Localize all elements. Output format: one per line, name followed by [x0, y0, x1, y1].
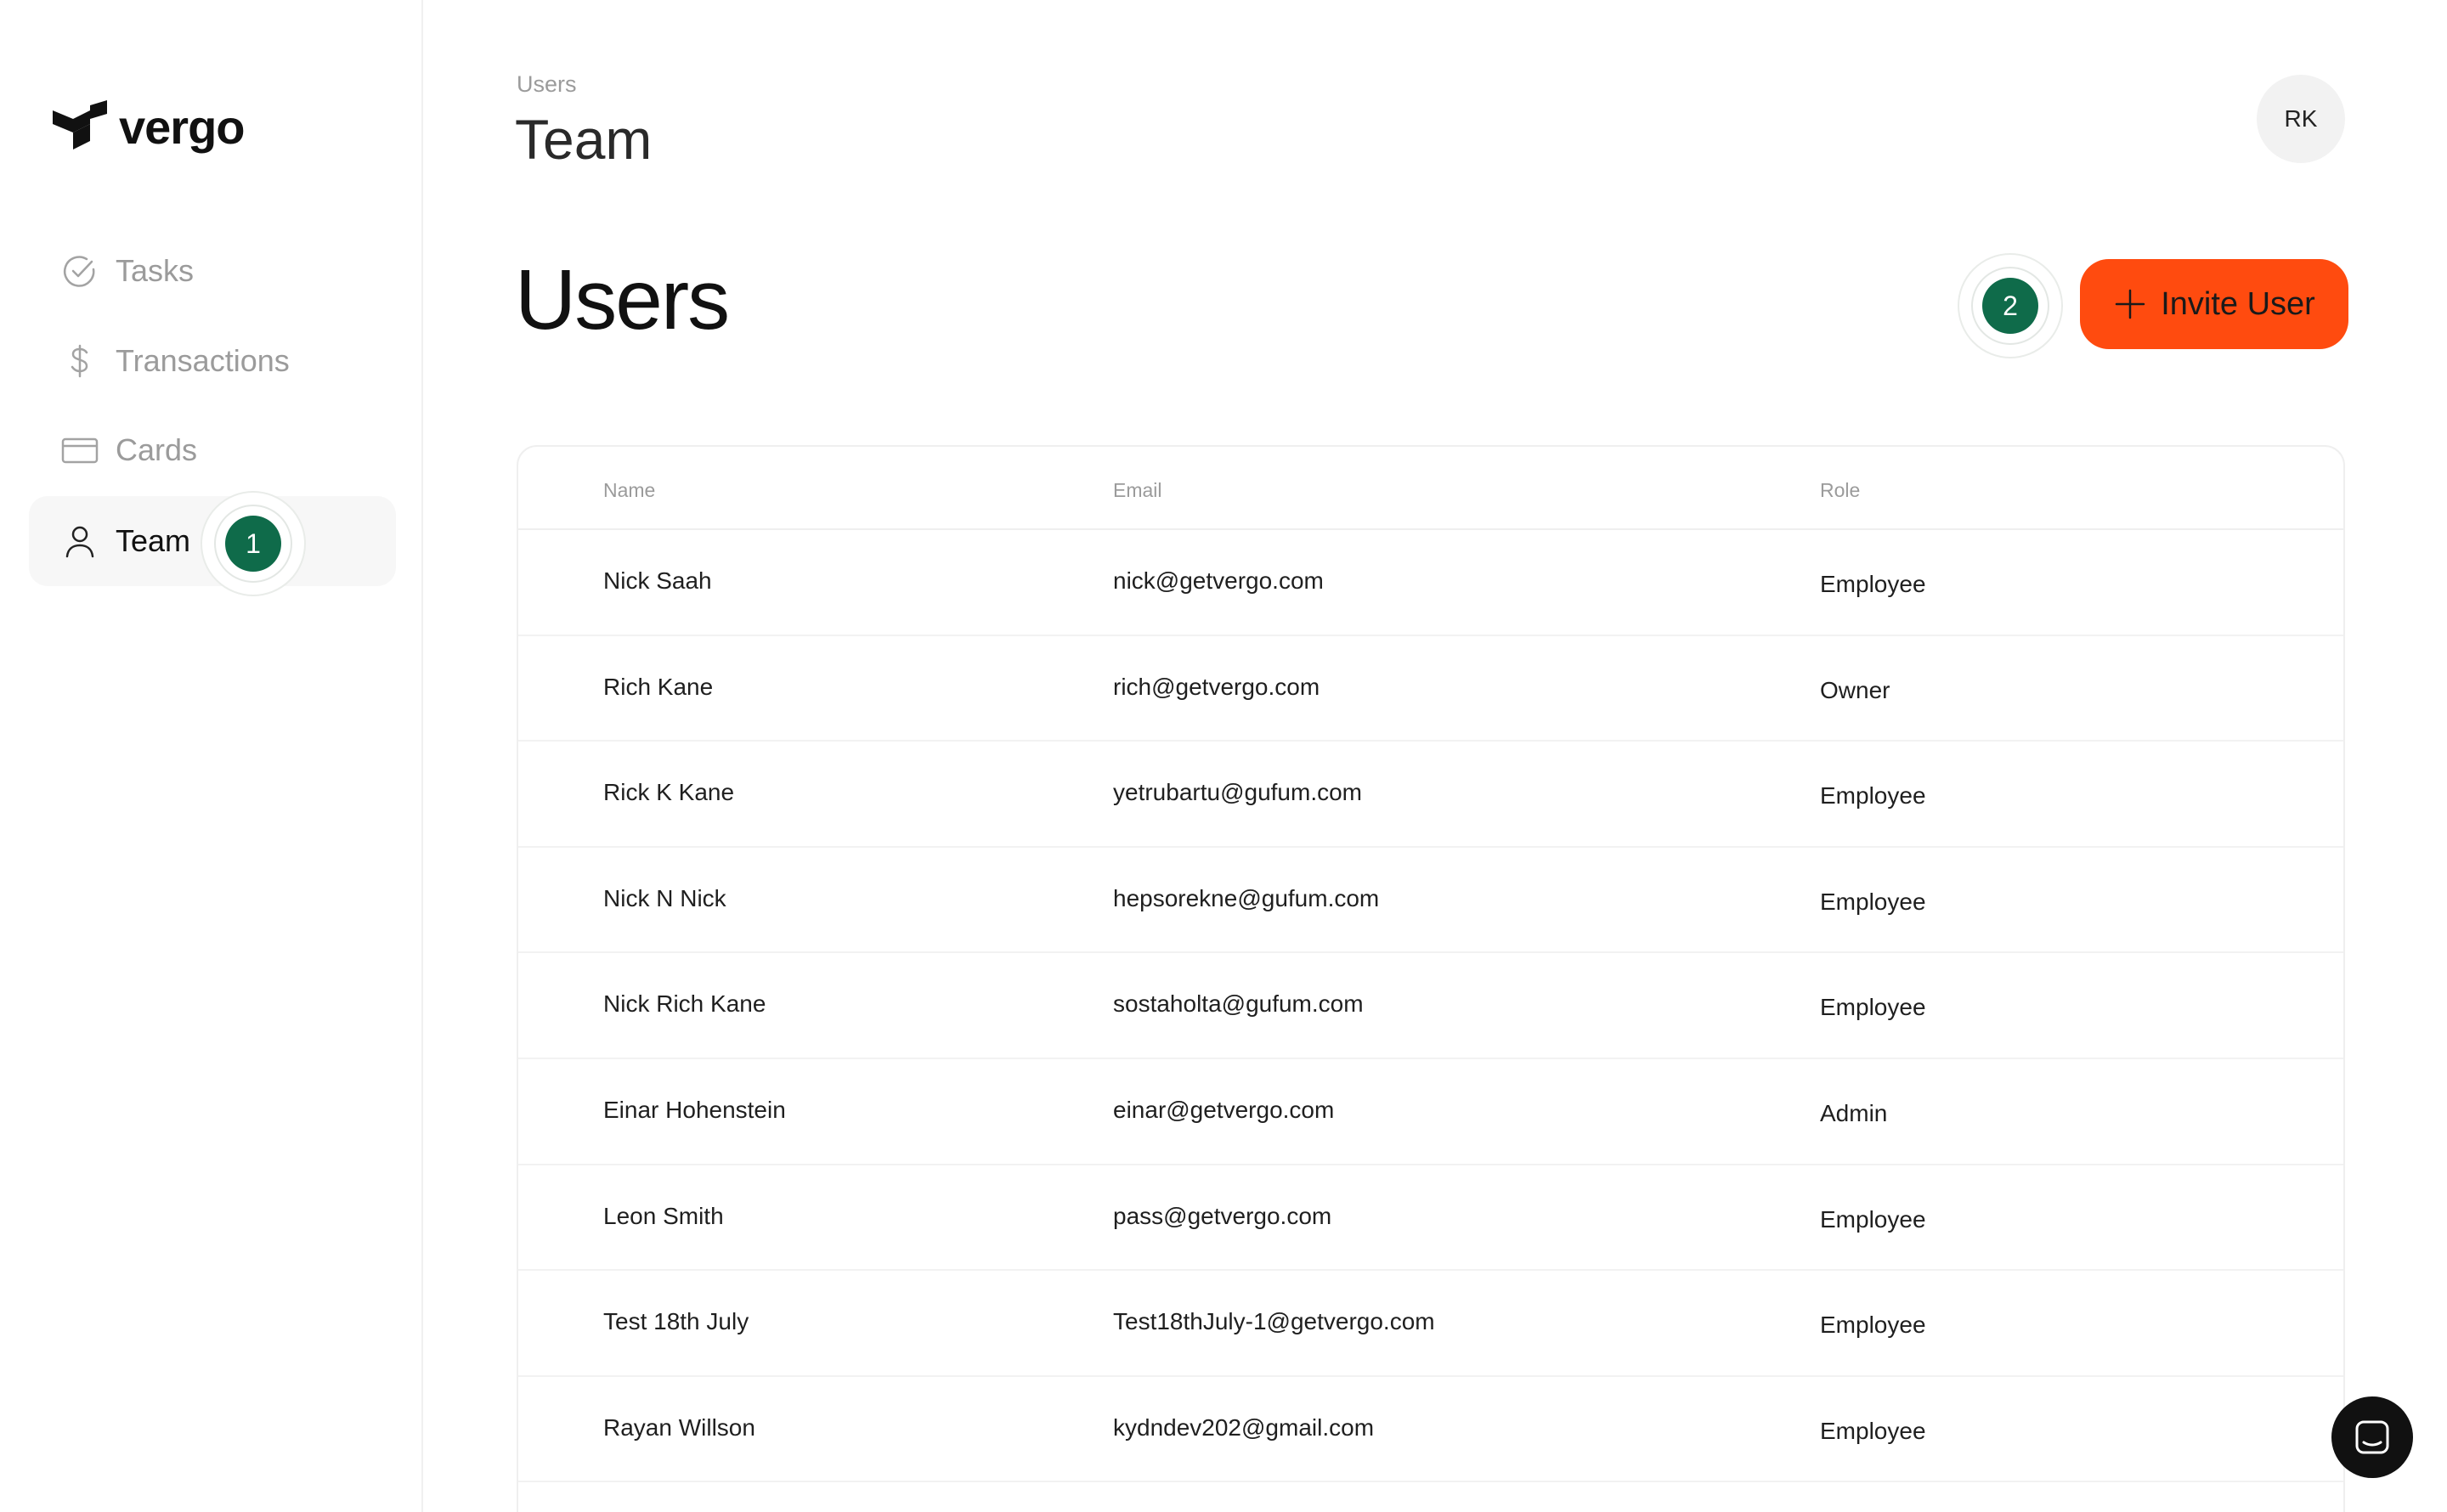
page-title: Team — [515, 108, 653, 171]
table-row[interactable] — [518, 1165, 2343, 1272]
sidebar-item-label: Cards — [116, 432, 198, 467]
dollar-icon — [61, 342, 99, 380]
brand-name: vergo — [119, 99, 245, 154]
user-name: Rich Kane — [603, 673, 714, 700]
table-row[interactable] — [518, 742, 2343, 848]
sidebar-item-tasks[interactable] — [29, 226, 396, 316]
user-email: rich@getvergo.com — [1113, 673, 1320, 700]
user-role: Employee — [1820, 1205, 1926, 1233]
table-header — [518, 447, 2343, 530]
user-name: Test 18th July — [603, 1308, 749, 1335]
step-badge-ring — [214, 505, 292, 583]
invite-user-button[interactable] — [2080, 259, 2348, 349]
user-email: hepsorekne@gufum.com — [1113, 884, 1380, 911]
user-name: Leon Smith — [603, 1202, 724, 1229]
user-role: Employee — [1820, 994, 1926, 1021]
sidebar — [0, 0, 423, 1512]
user-role: Admin — [1820, 1099, 1888, 1126]
users-table — [517, 445, 2345, 1512]
user-role: Employee — [1820, 888, 1926, 915]
user-icon — [61, 522, 99, 560]
card-icon — [61, 432, 99, 469]
brand-logo[interactable] — [53, 99, 245, 155]
step-badge — [1958, 253, 2063, 358]
user-email: sostaholta@gufum.com — [1113, 990, 1364, 1018]
step-badge — [201, 491, 306, 596]
user-name: Nick Saah — [603, 567, 712, 594]
user-name: Rayan Willson — [603, 1413, 755, 1441]
user-email: Test18thJuly-1@getvergo.com — [1113, 1308, 1435, 1335]
table-row[interactable] — [518, 636, 2343, 742]
check-circle-icon — [61, 252, 99, 290]
step-badge-ring — [1971, 267, 2049, 345]
user-role: Employee — [1820, 782, 1926, 810]
column-header-role[interactable]: Role — [1820, 479, 1861, 501]
sidebar-item-label: Transactions — [116, 343, 290, 378]
avatar[interactable]: RK — [2257, 75, 2345, 163]
table-row[interactable] — [518, 953, 2343, 1059]
sidebar-item-label: Team — [116, 523, 191, 558]
table-row[interactable] — [518, 1059, 2343, 1165]
step-badge-number: 1 — [225, 516, 281, 572]
user-email: yetrubartu@gufum.com — [1113, 779, 1362, 806]
user-name: Nick Rich Kane — [603, 990, 766, 1018]
sidebar-item-label: Tasks — [116, 253, 195, 288]
table-row[interactable] — [518, 1271, 2343, 1377]
table-row[interactable] — [518, 1377, 2343, 1483]
sidebar-item-transactions[interactable] — [29, 316, 396, 406]
user-email: einar@getvergo.com — [1113, 1096, 1335, 1123]
table-row[interactable] — [518, 530, 2343, 636]
user-email: nick@getvergo.com — [1113, 567, 1324, 594]
user-name: Rick K Kane — [603, 779, 735, 806]
plus-icon — [2113, 287, 2147, 321]
user-role: Owner — [1820, 676, 1890, 703]
table-row[interactable] — [518, 848, 2343, 954]
user-role: Employee — [1820, 571, 1926, 597]
section-title: Users — [515, 252, 729, 347]
user-name: Nick N Nick — [603, 884, 726, 911]
chat-icon — [2352, 1417, 2393, 1458]
invite-user-label: Invite User — [2161, 285, 2315, 322]
breadcrumb[interactable]: Users — [517, 71, 577, 97]
user-email: pass@getvergo.com — [1113, 1202, 1332, 1229]
user-role: Employee — [1820, 1312, 1926, 1339]
vergo-logo-icon — [53, 99, 110, 155]
user-email: kydndev202@gmail.com — [1113, 1413, 1375, 1441]
sidebar-item-cards[interactable] — [29, 405, 396, 495]
user-role: Employee — [1820, 1417, 1926, 1444]
column-header-name[interactable]: Name — [603, 479, 656, 501]
chat-launcher-button[interactable] — [2331, 1396, 2413, 1478]
step-badge-number: 2 — [1982, 278, 2038, 334]
user-name: Einar Hohenstein — [603, 1096, 786, 1123]
column-header-email[interactable]: Email — [1113, 479, 1162, 501]
